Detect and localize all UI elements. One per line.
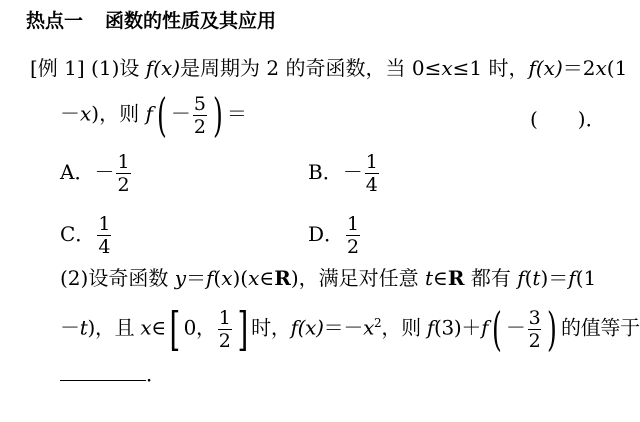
option-a[interactable] — [60, 152, 133, 195]
problem1-line1 — [30, 56, 627, 80]
numerator: 1 — [117, 151, 130, 173]
denominator: 2 — [218, 329, 231, 352]
text: ∈ — [151, 315, 166, 340]
text: 都有 — [464, 266, 518, 290]
example-tag: [例 1] — [30, 56, 85, 80]
denominator: 4 — [365, 174, 378, 196]
text: ＝－ — [323, 315, 364, 340]
text: － — [505, 315, 526, 340]
heading-topic: 函数的性质及其应用 — [105, 10, 277, 32]
text: ，则 — [381, 315, 427, 340]
text: 时， — [251, 315, 291, 340]
text: ≤1 时， — [452, 56, 529, 80]
text: － — [60, 315, 80, 340]
right-paren: ) — [212, 88, 223, 142]
denominator: 4 — [98, 236, 111, 258]
text: (3)＋ — [433, 315, 482, 340]
text: － — [342, 160, 363, 184]
math-x: x — [248, 266, 260, 290]
math-f: f — [481, 315, 489, 340]
option-d[interactable] — [308, 214, 362, 257]
text: )，且 — [87, 315, 141, 340]
denominator: 2 — [528, 329, 541, 352]
text: (1 — [575, 266, 597, 290]
denominator: 2 — [193, 115, 206, 138]
text: (1 — [606, 56, 628, 80]
fraction — [218, 308, 232, 351]
heading-label: 热点一 — [26, 10, 84, 32]
math-f: f — [426, 315, 434, 340]
option-label: A． — [60, 160, 95, 184]
option-label: C． — [60, 222, 96, 246]
right-bracket: ] — [237, 302, 248, 356]
denominator: 2 — [117, 174, 130, 196]
fraction — [97, 214, 111, 257]
fraction — [116, 152, 130, 195]
text: )＝ — [540, 266, 569, 290]
numerator: 1 — [98, 213, 111, 235]
problem2-line2 — [60, 302, 640, 356]
numerator: 5 — [193, 92, 206, 115]
text: ＝ — [186, 266, 206, 290]
text: － — [94, 160, 115, 184]
answer-parentheses: ( )． — [530, 107, 606, 131]
text: 的值等于 — [561, 315, 640, 340]
text: ∈ — [433, 266, 448, 290]
text: 0， — [183, 315, 216, 340]
numerator: 3 — [528, 306, 541, 329]
text: )，满足对任意 — [290, 266, 425, 290]
math-fx: f(x) — [290, 315, 324, 340]
text: 设 — [119, 56, 146, 80]
problem2-line1 — [60, 266, 596, 290]
text: ＝2 — [562, 56, 596, 80]
math-x: x — [595, 56, 607, 80]
text: － — [170, 101, 191, 126]
option-label: B． — [308, 160, 343, 184]
math-t: t — [79, 315, 88, 340]
text: )，则 — [91, 101, 146, 126]
left-bracket: [ — [169, 302, 181, 356]
left-paren: ( — [156, 88, 167, 142]
numerator: 1 — [365, 151, 378, 173]
math-x: x — [140, 315, 152, 340]
text: ． — [146, 362, 166, 386]
text: － — [60, 101, 80, 126]
text: (2)设奇函数 — [60, 266, 175, 290]
math-y: y — [174, 266, 186, 290]
fraction — [193, 94, 207, 137]
math-x: x — [221, 266, 233, 290]
math-x: x — [80, 101, 92, 126]
math-f: f — [517, 266, 525, 290]
denominator: 2 — [347, 236, 360, 258]
problem1-line2 — [60, 88, 247, 142]
section-heading — [26, 6, 276, 33]
text: 是周期为 2 的奇函数，当 0≤ — [180, 56, 442, 80]
math-t: t — [532, 266, 541, 290]
left-paren: ( — [492, 302, 502, 356]
option-b[interactable] — [308, 152, 381, 195]
option-label: D． — [308, 222, 345, 246]
right-paren: ) — [547, 302, 558, 356]
math-fx: f(x) — [145, 56, 181, 80]
numerator: 1 — [347, 213, 360, 235]
text: ＝ — [226, 101, 247, 126]
fraction — [365, 152, 379, 195]
text: ( — [213, 266, 222, 290]
math-f: f — [145, 101, 153, 126]
answer-blank[interactable] — [60, 362, 146, 381]
problem1-number: (1) — [91, 56, 120, 80]
fraction — [346, 214, 360, 257]
math-reals: R — [274, 266, 291, 290]
math-reals: R — [447, 266, 465, 290]
math-fx: f(x) — [528, 56, 563, 80]
numerator: 1 — [218, 306, 231, 329]
text: ∈ — [259, 266, 275, 290]
fraction — [528, 308, 542, 351]
problem2-line3 — [60, 362, 166, 386]
text: ( — [524, 266, 533, 290]
math-f: f — [568, 266, 576, 290]
math-x: x — [441, 56, 453, 80]
math-x: x — [363, 315, 375, 340]
math-f: f — [206, 266, 214, 290]
exponent: 2 — [374, 315, 382, 330]
option-c[interactable] — [60, 214, 113, 257]
text: )( — [232, 266, 249, 290]
math-t: t — [425, 266, 434, 290]
